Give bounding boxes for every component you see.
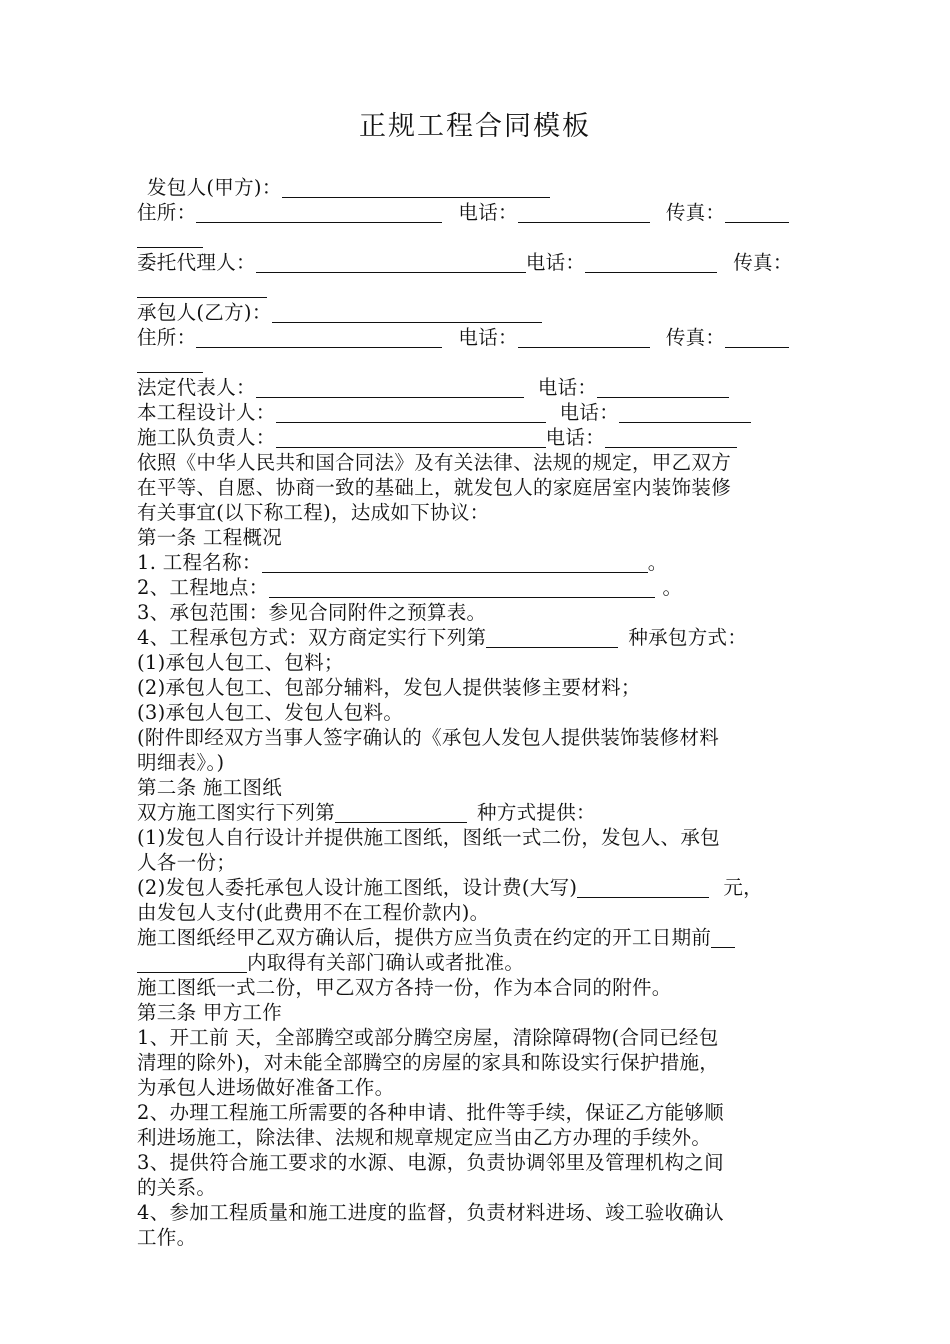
drawing-confirm-end: 内取得有关部门确认或者批准。 [247, 951, 525, 974]
project-location-line [137, 576, 682, 600]
party-b-label: 承包人(乙方)： [137, 301, 272, 324]
designer-phone-label: 电话： [559, 401, 620, 424]
legal-rep-blank[interactable] [256, 378, 524, 398]
drawing-option-1: (1)发包人自行设计并提供施工图纸，图纸一式二份，发包人、承包 [137, 826, 720, 849]
legal-rep-phone-blank[interactable] [597, 378, 729, 398]
party-b-address-line [137, 326, 789, 350]
project-location-blank[interactable] [269, 578, 655, 598]
drawing-deadline-blank-cont[interactable] [137, 953, 247, 973]
party-a-line [147, 176, 550, 200]
drawing-method-line [137, 801, 596, 825]
foreman-label: 施工队负责人： [137, 426, 276, 449]
party-a-duty-3: 3、提供符合施工要求的水源、电源，负责协调邻里及管理机构之间 [137, 1151, 724, 1174]
designer-blank[interactable] [276, 403, 546, 423]
foreman-phone-blank[interactable] [605, 428, 737, 448]
foreman-phone-label: 电话： [545, 426, 606, 449]
party-a-duty-1: 1、开工前 天，全部腾空或部分腾空房屋，清除障碍物(合同已经包 [137, 1026, 719, 1049]
party-a-duty-4: 4、参加工程质量和施工进度的监督，负责材料进场、竣工验收确认 [137, 1201, 724, 1224]
party-b-phone-blank[interactable] [518, 328, 650, 348]
method-label: 4、工程承包方式：双方商定实行下列第 [137, 626, 487, 649]
intro-line: 有关事宜(以下称工程)，达成如下协议： [137, 501, 490, 524]
design-fee-blank[interactable] [577, 878, 709, 898]
party-a-duty-4: 工作。 [137, 1226, 197, 1249]
project-location-end: 。 [662, 576, 683, 599]
scope-line: 3、承包范围：参见合同附件之预算表。 [137, 601, 487, 624]
drawing-option-2 [137, 876, 763, 900]
drawing-copies-line: 施工图纸一式二份，甲乙双方各持一份，作为本合同的附件。 [137, 976, 672, 999]
designer-line [137, 401, 751, 425]
drawing-confirm-label: 施工图纸经甲乙双方确认后，提供方应当负责在约定的开工日期前 [137, 926, 712, 949]
party-b-phone-label: 电话： [458, 326, 518, 349]
legal-rep-label: 法定代表人： [137, 376, 256, 399]
party-b-fax-label: 传真： [665, 326, 726, 349]
design-fee-end: 元， [723, 876, 763, 899]
party-a-duty-1: 为承包人进场做好准备工作。 [137, 1076, 395, 1099]
project-location-label: 2、工程地点： [137, 576, 269, 599]
document-title: 正规工程合同模板 [359, 111, 591, 142]
foreman-line [137, 426, 737, 450]
party-b-fax-blank-cont[interactable] [137, 353, 203, 373]
project-name-label: 1. 工程名称： [137, 551, 262, 574]
drawing-option-1: 人各一份； [137, 851, 237, 874]
party-a-duty-3: 的关系。 [137, 1176, 217, 1199]
article-3-heading: 第三条 甲方工作 [137, 1001, 283, 1024]
agent-fax-continuation [137, 276, 267, 300]
party-a-fax-continuation [137, 226, 203, 250]
agent-fax-blank[interactable] [137, 278, 267, 298]
legal-rep-line [137, 376, 729, 400]
agent-fax-label: 传真： [733, 251, 793, 274]
project-name-line [137, 551, 668, 575]
legal-rep-phone-label: 电话： [537, 376, 598, 399]
party-a-phone-blank[interactable] [518, 203, 650, 223]
agent-line [137, 251, 793, 275]
party-a-duty-2: 2、办理工程施工所需要的各种申请、批件等手续，保证乙方能够顺 [137, 1101, 724, 1124]
intro-line: 依照《中华人民共和国合同法》及有关法律、法规的规定，甲乙双方 [137, 451, 732, 474]
project-name-blank[interactable] [262, 553, 648, 573]
party-a-name-blank[interactable] [282, 178, 550, 198]
agent-phone-label: 电话： [525, 251, 586, 274]
intro-line: 在平等、自愿、协商一致的基础上，就发包人的家庭居室内装饰装修 [137, 476, 732, 499]
drawing-deadline-blank[interactable] [711, 928, 735, 948]
party-b-address-blank[interactable] [196, 328, 442, 348]
party-b-fax-continuation [137, 351, 203, 375]
method-option: (2)承包人包工、包部分辅料，发包人提供装修主要材料； [137, 676, 641, 699]
party-a-address-blank[interactable] [196, 203, 442, 223]
party-b-line [137, 301, 542, 325]
agent-label: 委托代理人： [137, 251, 256, 274]
method-line [137, 626, 747, 650]
drawing-confirm-line [137, 951, 524, 975]
method-option: (1)承包人包工、包料； [137, 651, 344, 674]
design-fee-label: (2)发包人委托承包人设计施工图纸，设计费(大写) [137, 876, 578, 899]
party-b-address-label: 住所： [137, 326, 197, 349]
foreman-blank[interactable] [276, 428, 546, 448]
appendix-note-line: 明细表》。) [137, 751, 225, 774]
party-a-phone-label: 电话： [458, 201, 518, 224]
party-a-address-label: 住所： [137, 201, 197, 224]
party-a-duty-2: 利进场施工，除法律、法规和规章规定应当由乙方办理的手续外。 [137, 1126, 712, 1149]
method-blank[interactable] [486, 628, 618, 648]
article-2-heading: 第二条 施工图纸 [137, 776, 283, 799]
method-option: (3)承包人包工、发包人包料。 [137, 701, 404, 724]
article-1-heading: 第一条 工程概况 [137, 526, 283, 549]
drawing-method-blank[interactable] [335, 803, 467, 823]
drawing-method-end: 种方式提供： [477, 801, 596, 824]
party-a-label: 发包人(甲方)： [147, 176, 282, 199]
party-a-fax-blank[interactable] [725, 203, 789, 223]
drawing-option-2: 由发包人支付(此费用不在工程价款内)。 [137, 901, 490, 924]
method-end: 种承包方式： [628, 626, 748, 649]
drawing-method-label: 双方施工图实行下列第 [137, 801, 336, 824]
designer-phone-blank[interactable] [619, 403, 751, 423]
party-a-fax-label: 传真： [665, 201, 726, 224]
party-b-name-blank[interactable] [272, 303, 542, 323]
drawing-confirm-line [137, 926, 735, 950]
agent-name-blank[interactable] [256, 253, 526, 273]
party-a-fax-blank-cont[interactable] [137, 228, 203, 248]
agent-phone-blank[interactable] [585, 253, 717, 273]
party-a-address-line [137, 201, 789, 225]
designer-label: 本工程设计人： [137, 401, 276, 424]
party-b-fax-blank[interactable] [725, 328, 789, 348]
appendix-note-line: (附件即经双方当事人签字确认的《承包人发包人提供装饰装修材料 [137, 726, 720, 749]
party-a-duty-1: 清理的除外)，对未能全部腾空的房屋的家具和陈设实行保护措施， [137, 1051, 720, 1074]
project-name-end: 。 [647, 551, 668, 574]
